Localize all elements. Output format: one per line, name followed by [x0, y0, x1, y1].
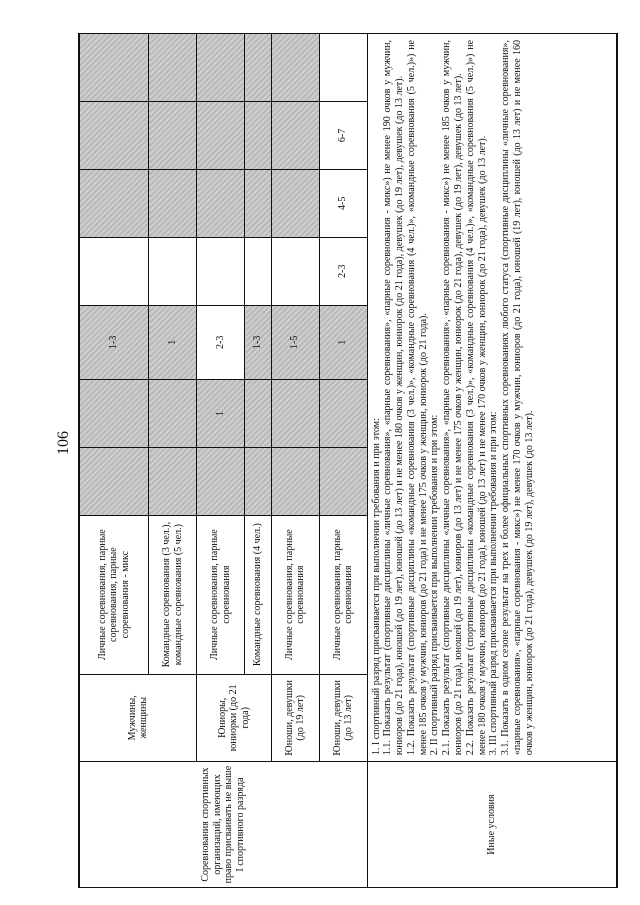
- table-row-conditions: [367, 34, 617, 888]
- place-cell: [319, 237, 367, 305]
- grey-cell: [79, 237, 149, 305]
- place-cell: [271, 305, 319, 379]
- group-label: Юноши, девушки (до 13 лет): [331, 680, 355, 756]
- place-value: 1: [214, 410, 226, 416]
- competition-type: Командные соревнования (3 чел.), командные соревнования (5 чел.): [161, 521, 184, 668]
- grey-cell: [245, 169, 272, 237]
- grey-cell: [79, 380, 149, 448]
- competition-type-cell: [79, 515, 149, 674]
- grey-cell: [319, 447, 367, 515]
- grey-cell: [271, 101, 319, 169]
- grey-cell: [271, 34, 319, 102]
- grey-cell: [149, 380, 197, 448]
- group-cell: [197, 674, 272, 762]
- group-label: Юноши, девушки (до 19 лет): [283, 680, 307, 756]
- place-value: 1-3: [108, 335, 120, 349]
- place-value: 2-3: [337, 264, 349, 278]
- grey-cell: [245, 101, 272, 169]
- grey-cell: [271, 447, 319, 515]
- competition-type: Личные соревнования, парные соревнования, парные соревнования - микс: [96, 529, 131, 661]
- condition-paragraph: 3.1. Показать в одном сезоне результат на трех и более официальных спортивных соревнованиях любого статуса (спортивные дисциплины «личные соревнования», «парные соревнования», «парные соревнования - микс») не менее 170 очков у мужчин, юниоров (до 21 года), юношей (19 лет), юношей (до 13 лет) и не менее 160 очков у женщин, юниорок (до 21 года), девушек (до 19 лет), девушек (до 13 лет).: [500, 40, 535, 756]
- grey-cell: [271, 169, 319, 237]
- competition-type: Личные соревнования, парные соревнования: [331, 529, 355, 661]
- competition-type: Личные соревнования, парные соревнования: [209, 529, 232, 661]
- table-row: [271, 34, 319, 888]
- grey-cell: [271, 380, 319, 448]
- place-value: 1-3: [252, 335, 264, 349]
- competition-label: Соревнования спортивных организаций, имеющих право присваивать не выше I спортивного разряда: [200, 765, 246, 884]
- condition-paragraph: 2.2. Показать результат (спортивные дисциплины «командные соревнования (3 чел.)», «командные соревнования (4 чел.)», «командные соревнования (5 чел.)») не менее 180 очков у мужчин, юниоров (до 21 года), юношей (до 13 лет) и не менее 170 очков у женщин, юниорок (до 21 года), девушек (до 13 лет).: [464, 40, 488, 756]
- grey-cell: [245, 447, 272, 515]
- grey-cell: [79, 34, 149, 102]
- group-cell: [271, 674, 319, 762]
- grey-cell: [79, 169, 149, 237]
- grey-cell: [197, 237, 245, 305]
- grey-cell: [79, 447, 149, 515]
- table-row: [79, 34, 149, 888]
- other-conditions-label-cell: [367, 762, 617, 888]
- grey-cell: [271, 237, 319, 305]
- competition-type: Командные соревнования (4 чел.): [252, 523, 264, 667]
- competition-label-cell: [79, 762, 367, 888]
- competition-type-cell: [271, 515, 319, 674]
- grey-cell: [245, 380, 272, 448]
- condition-paragraph: 1.1. Показать результат (спортивные дисциплины «личные соревнования», «парные соревнования», «парные соревнования - микс») не менее 190 очков у мужчин, юниоров (до 21 года), юношей (до 19 лет), юношей (до 13 лет) и не менее 180 очков у женщин, юниорок (до 21 года), девушек (до 19 лет), девушек (до 13 лет).: [382, 40, 406, 756]
- condition-paragraph: 3. III спортивный разряд присваивается при выполнении требования и при этом:: [488, 411, 500, 756]
- place-cell: [319, 101, 367, 169]
- place-value: 1: [337, 339, 349, 345]
- page-number: 106: [55, 431, 72, 455]
- grey-cell: [149, 34, 197, 102]
- grey-cell: [245, 237, 272, 305]
- grey-cell: [197, 447, 245, 515]
- place-value: 6-7: [337, 128, 349, 143]
- grey-cell: [79, 101, 149, 169]
- place-value: 4-5: [337, 196, 349, 210]
- competition-type-cell: [197, 515, 245, 674]
- grey-cell: [245, 34, 272, 102]
- grey-cell: [149, 447, 197, 515]
- place-cell: [319, 305, 367, 379]
- place-cell: [79, 305, 149, 379]
- place-cell: [319, 169, 367, 237]
- place-value: 2-3: [214, 335, 226, 349]
- grey-cell: [319, 34, 367, 102]
- condition-paragraph: 1.2. Показать результат (спортивные дисциплины «командные соревнования (3 чел.)», «командные соревнования (4 чел.)», «командные соревнования (5 чел.)») не менее 185 очков у мужчин, юниоров (до 21 года) и не менее 175 очков у женщин, юниорок (до 21 года).: [405, 40, 429, 756]
- group-label: Юниоры, юниорки (до 21 года): [216, 684, 251, 752]
- group-label: Мужчины, женщины: [126, 695, 150, 741]
- grey-cell: [197, 169, 245, 237]
- grey-cell: [149, 101, 197, 169]
- table-row: [197, 34, 245, 888]
- group-cell: [79, 674, 197, 762]
- requirements-table: [78, 33, 618, 888]
- grey-cell: [149, 169, 197, 237]
- condition-paragraph: 2.1. Показать результат (спортивные дисциплины «личные соревнования», «парные соревнования», «парные соревнования - микс») не менее 185 очков у мужчин, юниоров (до 21 года), юношей (до 19 лет), юниоров (до 13 лет) и не менее 175 очков у женщин, юниорок (до 21 года), девушек (до 19 лет), девушек (до 13 лет).: [441, 40, 465, 756]
- place-cell: [197, 380, 245, 448]
- place-cell: [197, 305, 245, 379]
- place-cell: [149, 305, 197, 379]
- grey-cell: [319, 380, 367, 448]
- competition-type: Личные соревнования, парные соревнования: [283, 529, 307, 661]
- table-row: [319, 34, 367, 888]
- place-value: 1-5: [289, 335, 301, 349]
- place-cell: [245, 305, 272, 379]
- grey-cell: [197, 34, 245, 102]
- grey-cell: [197, 101, 245, 169]
- condition-paragraph: 2. II спортивный разряд присваивается при выполнении требования и при этом:: [429, 414, 441, 756]
- grey-cell: [149, 237, 197, 305]
- condition-paragraph: 1. I спортивный разряд присваивается при выполнении требования и при этом:: [370, 418, 382, 756]
- rotated-table-wrapper: [78, 33, 618, 888]
- other-conditions-label: Иные условия: [486, 794, 497, 855]
- conditions-cell: [367, 34, 617, 762]
- place-value: 1: [167, 339, 179, 345]
- group-cell: [319, 674, 367, 762]
- competition-type-cell: [319, 515, 367, 674]
- competition-type-cell: [149, 515, 197, 674]
- competition-type-cell: [245, 515, 272, 674]
